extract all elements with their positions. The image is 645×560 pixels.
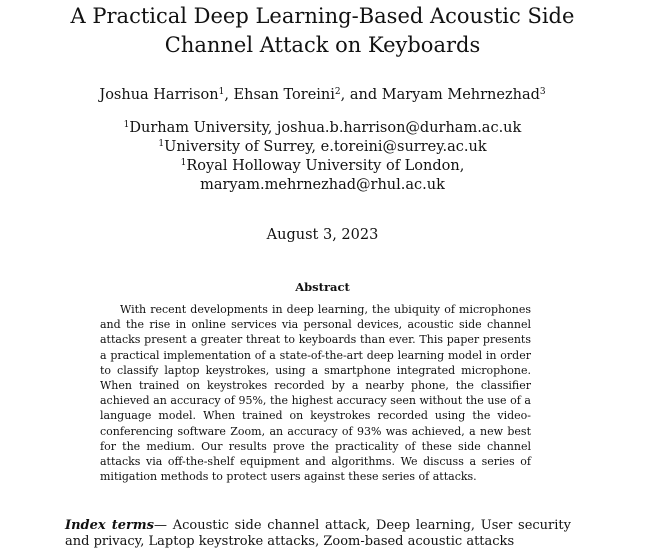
- affiliation-line: [0, 119, 645, 138]
- author-list: [0, 86, 645, 104]
- index-terms: [65, 518, 571, 550]
- title-line-1: A Practical Deep Learning-Based Acoustic Side: [70, 4, 575, 28]
- affiliation-text: Durham University, joshua.b.harrison@durham.ac.uk: [129, 120, 522, 136]
- index-terms-label: Index terms: [65, 518, 154, 533]
- author-name: Maryam Mehrnezhad: [381, 87, 540, 103]
- author-name: Ehsan Toreini: [233, 87, 335, 103]
- affiliation-text: University of Surrey, e.toreini@surrey.ac.uk: [164, 139, 487, 155]
- affiliation-mark: 1: [180, 158, 187, 168]
- author-affiliation-mark: 2: [334, 87, 341, 97]
- affiliation-text: Royal Holloway University of London,: [186, 158, 465, 174]
- author-affiliation-mark: 1: [218, 87, 225, 97]
- title-line-2: Channel Attack on Keyboards: [164, 33, 481, 57]
- affiliation-mark: 1: [123, 120, 130, 130]
- publication-date: August 3, 2023: [266, 227, 379, 243]
- affiliation-mark: 1: [158, 139, 165, 149]
- index-terms-dash: —: [153, 518, 173, 533]
- index-terms-text: Acoustic side channel attack, Deep learning, User security and privacy, Laptop keystroke attacks, Zoom-based acoustic attacks: [65, 518, 571, 549]
- affiliation-line: [0, 138, 645, 157]
- affiliation-email: maryam.mehrnezhad@rhul.ac.uk: [200, 177, 445, 193]
- author-name: Joshua Harrison: [99, 87, 219, 103]
- affiliation-list: [0, 119, 645, 195]
- author-separator: ,: [224, 87, 234, 103]
- abstract-heading: Abstract: [295, 280, 350, 294]
- affiliation-line: [0, 176, 645, 195]
- author-separator: , and: [340, 87, 382, 103]
- affiliation-line: [0, 157, 645, 176]
- author-affiliation-mark: 3: [539, 87, 546, 97]
- paper-title: [0, 2, 645, 60]
- abstract-text: With recent developments in deep learning, the ubiquity of microphones and the rise in online services via personal devices, acoustic side channel attacks present a greater threat to keyboards than ever. This paper presents a practical implementation of a state-of-the-art deep learning model in order to classify laptop keystrokes, using a smartphone integrated microphone. When trained on keystrokes recorded by a nearby phone, the classifier achieved an accuracy of 95%, the highest accuracy seen without the use of a language model. When trained on keystrokes recorded using the video-conferencing software Zoom, an accuracy of 93% was achieved, a new best for the medium. Our results prove the practicality of these side channel attacks via off-the-shelf equipment and algorithms. We discuss a series of mitigation methods to protect users against these series of attacks.: [100, 303, 531, 484]
